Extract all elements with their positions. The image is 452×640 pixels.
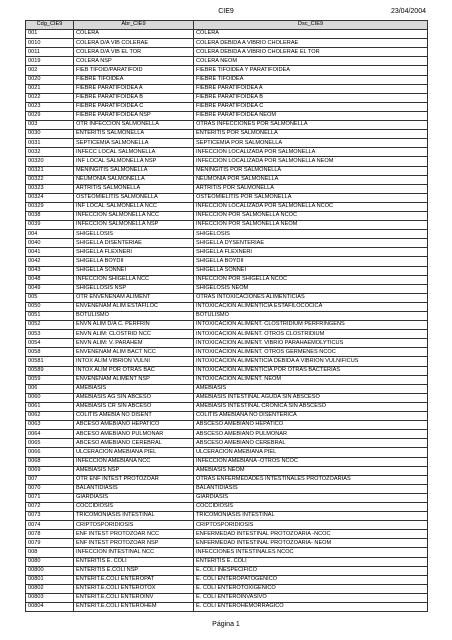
cell-code: 00329: [26, 202, 74, 211]
cell-abbreviation: ULCERACION AMEBIANA PIEL: [74, 448, 194, 457]
cell-description: ABSCESO AMEBIANO CEREBRAL: [194, 439, 428, 448]
cell-description: E. COLI INESPECIFICO: [194, 566, 428, 575]
cell-code: 0041: [26, 248, 74, 257]
cell-description: ENTERITIS E. COLI: [194, 557, 428, 566]
table-row: [26, 157, 428, 166]
cell-description: CRIPTOSPORIDIOSIS: [194, 521, 428, 530]
cell-code: 0071: [26, 493, 74, 502]
cell-code: 0048: [26, 275, 74, 284]
cell-code: 0064: [26, 430, 74, 439]
cell-description: FIEBRE PARATIFOIDEA C: [194, 102, 428, 111]
cell-abbreviation: ENTERITIS E. COLI: [74, 557, 194, 566]
cell-description: MENINGITIS POR SALMONELLA: [194, 166, 428, 175]
cell-abbreviation: ENVN ALIM: V. PARAHEM: [74, 339, 194, 348]
table-row: [26, 384, 428, 393]
cell-abbreviation: ENVENENAM ALIM BACT NCC: [74, 348, 194, 357]
cell-description: SHIGELOSIS: [194, 230, 428, 239]
cell-abbreviation: ENTERIT.E.COLI ENTEROINV: [74, 593, 194, 602]
table-row: [26, 502, 428, 511]
cell-code: 0040: [26, 239, 74, 248]
table-row: [26, 275, 428, 284]
cell-code: 00804: [26, 603, 74, 612]
cell-description: COLERA DEBIDA A VIBRIO CHOLERAE EL TOR: [194, 48, 428, 57]
page-number: Página 1: [212, 621, 240, 628]
table-row: [26, 175, 428, 184]
cell-code: 0022: [26, 93, 74, 102]
table-row: [26, 39, 428, 48]
table-row: [26, 484, 428, 493]
table-row: [26, 312, 428, 321]
cell-abbreviation: SHIGELLA BOYDII: [74, 257, 194, 266]
cell-code: 00321: [26, 166, 74, 175]
table-row: [26, 475, 428, 484]
table-row: [26, 539, 428, 548]
cell-abbreviation: ABCESO AMEBIANO CEREBRAL: [74, 439, 194, 448]
cell-description: INTOXICACION ALIMENT. OTROS CLOSTRIDIUM: [194, 330, 428, 339]
cell-description: COLERA: [194, 30, 428, 39]
cell-abbreviation: GIARDIASIS: [74, 493, 194, 502]
cell-abbreviation: OTR ENVENENAM ALIMENT: [74, 293, 194, 302]
cell-abbreviation: INTOX ALIM POR OTRAS BAC: [74, 366, 194, 375]
cell-code: 0060: [26, 393, 74, 402]
cell-abbreviation: INFECCION INTESTINAL NCC: [74, 548, 194, 557]
cell-code: 00802: [26, 584, 74, 593]
cell-abbreviation: FIEB TIFOID/PARATIFOID: [74, 66, 194, 75]
cell-abbreviation: COCCIDIOSIS: [74, 502, 194, 511]
cell-description: COLITIS AMEBIANA NO DISENTERICA: [194, 412, 428, 421]
cell-code: 0051: [26, 312, 74, 321]
cell-abbreviation: INTOX ALIM VIBRION VULNI: [74, 357, 194, 366]
column-header-description: Dsc_CIE9: [194, 21, 428, 30]
cell-abbreviation: SHIGELLA DISENTERIAE: [74, 239, 194, 248]
cell-code: 0072: [26, 502, 74, 511]
cell-description: COLERA NEOM: [194, 57, 428, 66]
cell-code: 006: [26, 384, 74, 393]
cell-abbreviation: ENVN ALIM: CLOSTRID NCC: [74, 330, 194, 339]
cell-code: 0010: [26, 39, 74, 48]
cell-description: E. COLI ENTEROINVASIVO: [194, 593, 428, 602]
table-row: [26, 48, 428, 57]
cell-description: OTRAS INFECCIONES POR SALMONELLA: [194, 121, 428, 130]
cell-description: INTOXICACION ALIMENTICIA ESTAFILOCOCICA: [194, 302, 428, 311]
table-row: [26, 466, 428, 475]
table-row: [26, 211, 428, 220]
cell-description: INFECCIONES INTESTINALES NCOC: [194, 548, 428, 557]
cell-description: COLERA DEBIDA A VIBRIO CHOLERAE: [194, 39, 428, 48]
cell-description: E. COLI ENTEROTOXIGENICO: [194, 584, 428, 593]
cell-code: 0038: [26, 211, 74, 220]
table-row: [26, 257, 428, 266]
table-row: [26, 30, 428, 39]
cell-abbreviation: ENF INTEST PROTOZOAR NSP: [74, 539, 194, 548]
table-row: [26, 603, 428, 612]
table-row: [26, 330, 428, 339]
cell-description: OTRAS ENFERMEDADES INTESTINALES PROTOZOARIAS: [194, 475, 428, 484]
table-row: [26, 439, 428, 448]
cell-description: OTRAS INTOXICACIONES ALIMENTICIAS: [194, 293, 428, 302]
cell-code: 0031: [26, 139, 74, 148]
table-row: [26, 57, 428, 66]
table-row: [26, 430, 428, 439]
cell-code: 0021: [26, 84, 74, 93]
table-row: [26, 302, 428, 311]
table-row: [26, 111, 428, 120]
table-row: [26, 266, 428, 275]
cell-abbreviation: ENTERITIS E.COLI NSP: [74, 566, 194, 575]
cell-description: INTOXICACION ALIMENT. NEOM: [194, 375, 428, 384]
table-row: [26, 166, 428, 175]
cell-code: 0066: [26, 448, 74, 457]
cell-code: 00324: [26, 193, 74, 202]
table-row: [26, 493, 428, 502]
cell-description: INTOXICACION ALIMENTICIA POR OTRAS BACTERIAS: [194, 366, 428, 375]
cell-description: SHIGELLA DYSENTERIAE: [194, 239, 428, 248]
table-row: [26, 557, 428, 566]
cell-code: 0058: [26, 348, 74, 357]
table-row: [26, 421, 428, 430]
cell-description: COCCIDIOSIS: [194, 502, 428, 511]
cell-code: 00323: [26, 184, 74, 193]
table-row: [26, 284, 428, 293]
table-row: [26, 121, 428, 130]
cell-code: 0042: [26, 257, 74, 266]
table-row: [26, 584, 428, 593]
cell-description: ENTERITIS POR SALMONELLA: [194, 130, 428, 139]
cell-code: 0023: [26, 102, 74, 111]
cell-abbreviation: INF LOCAL SALMONELLA NSP: [74, 157, 194, 166]
cell-description: INFECCION LOCALIZADA POR SALMONELLA NCOC: [194, 202, 428, 211]
table-row: [26, 530, 428, 539]
table-header-row: [26, 21, 428, 30]
cell-description: ABSCESO AMEBIANO PULMONAR: [194, 430, 428, 439]
cell-code: 0065: [26, 439, 74, 448]
cell-code: 0070: [26, 484, 74, 493]
cell-abbreviation: FIEBRE PARATIFOIDEA A: [74, 84, 194, 93]
cell-abbreviation: NEUMONIA SALMONELLA: [74, 175, 194, 184]
cell-code: 0020: [26, 75, 74, 84]
cell-description: INTOXICACION ALIMENT. CLOSTRIDIUM PERFRINGENS: [194, 321, 428, 330]
cell-code: 0078: [26, 530, 74, 539]
cell-code: 002: [26, 66, 74, 75]
cell-abbreviation: COLITIS AMEBIA NO DISENT: [74, 412, 194, 421]
table-row: [26, 293, 428, 302]
cell-code: 00800: [26, 566, 74, 575]
cell-abbreviation: ENTERIT.E.COLI ENTEROTOX: [74, 584, 194, 593]
cell-abbreviation: ABCESO AMEBIANO HEPATICO: [74, 421, 194, 430]
cell-code: 0032: [26, 148, 74, 157]
cell-code: 0043: [26, 266, 74, 275]
cell-description: ABSCESO AMEBIANO HEPATICO: [194, 421, 428, 430]
cell-description: INFECCION POR SALMONELLA NEOM: [194, 221, 428, 230]
table-row: [26, 84, 428, 93]
cell-code: 00801: [26, 575, 74, 584]
cell-description: SHIGELLA BOYDII: [194, 257, 428, 266]
cell-code: 00803: [26, 593, 74, 602]
cell-abbreviation: INFECCION SALMONELLA NCC: [74, 211, 194, 220]
cell-description: INTOXICACION ALIMENT. OTROS GERMENES NCOC: [194, 348, 428, 357]
table-row: [26, 239, 428, 248]
column-header-code: Cdg_CIE9: [26, 21, 74, 30]
table-row: [26, 139, 428, 148]
cell-description: FIEBRE TIFOIDEA: [194, 75, 428, 84]
cell-code: 00322: [26, 175, 74, 184]
cell-description: FIEBRE PARATIFOIDEA NEOM: [194, 111, 428, 120]
table-row: [26, 148, 428, 157]
cell-abbreviation: SHIGELLOSIS: [74, 230, 194, 239]
cell-description: INTOXICACION ALIMENT. VIBRIO PARAHAEMOLYTICUS: [194, 339, 428, 348]
table-row: [26, 548, 428, 557]
cell-code: 0069: [26, 466, 74, 475]
cell-code: 005: [26, 293, 74, 302]
table-row: [26, 357, 428, 366]
cell-description: ENFERMEDAD INTESTINAL PROTOZOARIA- NEOM: [194, 539, 428, 548]
table-row: [26, 348, 428, 357]
table-row: [26, 512, 428, 521]
cell-code: 003: [26, 121, 74, 130]
table-row: [26, 184, 428, 193]
cell-description: INFECCION AMEBIANA -OTROS NCOC: [194, 457, 428, 466]
cell-description: ULCERACION AMEBIANA PIEL: [194, 448, 428, 457]
cell-abbreviation: OTR INFECCION SALMONELLA: [74, 121, 194, 130]
cell-abbreviation: SHIGELLA FLEXNERI: [74, 248, 194, 257]
report-date: 23/04/2004: [390, 8, 426, 15]
cell-code: 0019: [26, 57, 74, 66]
cell-code: 0068: [26, 457, 74, 466]
cell-abbreviation: AMEBIASIS CR SIN ABCESO: [74, 402, 194, 411]
cell-abbreviation: ENVN ALIM D/A C. PERFRIN: [74, 321, 194, 330]
cell-abbreviation: INFECCION SALMONELLA NSP: [74, 221, 194, 230]
cell-description: INTOXICACION ALIMENTICIA DEBIDA A VIBRION VULNIFICUS: [194, 357, 428, 366]
cell-abbreviation: COLERA D/A VIB EL TOR: [74, 48, 194, 57]
cie9-table: [25, 20, 428, 612]
cell-code: 0073: [26, 512, 74, 521]
cell-abbreviation: ABCESO AMEBIANO PULMONAR: [74, 430, 194, 439]
cell-description: SEPTICEMIA POR SALMONELLA: [194, 139, 428, 148]
cell-description: BALANTIDIASIS: [194, 484, 428, 493]
table-row: [26, 221, 428, 230]
cell-code: 004: [26, 230, 74, 239]
cell-description: OSTEOMIELITIS POR SALMONELLA: [194, 193, 428, 202]
cell-description: FIEBRE TIFOIDEA Y PARATIFOIDEA: [194, 66, 428, 75]
cell-code: 0061: [26, 402, 74, 411]
cell-abbreviation: ENTERIT.E.COLI ENTEROHEM: [74, 603, 194, 612]
cell-code: 0029: [26, 111, 74, 120]
cell-abbreviation: AMEBIASIS: [74, 384, 194, 393]
cell-description: TRICOMONIASIS INTESTINAL: [194, 512, 428, 521]
cell-code: 007: [26, 475, 74, 484]
cell-code: 0053: [26, 330, 74, 339]
cell-abbreviation: ENTERIT.E.COLI ENTEROPAT: [74, 575, 194, 584]
cell-abbreviation: MENINGITIS SALMONELLA: [74, 166, 194, 175]
cell-code: 0050: [26, 302, 74, 311]
cell-description: FIEBRE PARATIFOIDEA A: [194, 84, 428, 93]
cell-description: SHIGELLA FLEXNERI: [194, 248, 428, 257]
cell-abbreviation: ENVENENAM ALIMENT NSP: [74, 375, 194, 384]
table-row: [26, 193, 428, 202]
table-row: [26, 375, 428, 384]
report-title: CIE9: [218, 8, 234, 15]
table-row: [26, 448, 428, 457]
cell-code: 0052: [26, 321, 74, 330]
table-row: [26, 402, 428, 411]
table-row: [26, 339, 428, 348]
cell-code: 0054: [26, 339, 74, 348]
cell-description: INFECCION LOCALIZADA POR SALMONELLA: [194, 148, 428, 157]
cell-description: NEUMONIA POR SALMONELLA: [194, 175, 428, 184]
table-row: [26, 75, 428, 84]
table-row: [26, 593, 428, 602]
cell-description: GIARDIASIS: [194, 493, 428, 502]
cell-abbreviation: COLERA D/A VIB COLERAE: [74, 39, 194, 48]
cell-code: 0074: [26, 521, 74, 530]
cell-abbreviation: ENTERITIS SALMONELLA: [74, 130, 194, 139]
cell-code: 0049: [26, 284, 74, 293]
cell-code: 0059: [26, 375, 74, 384]
cell-code: 00589: [26, 366, 74, 375]
table-row: [26, 230, 428, 239]
cell-code: 0080: [26, 557, 74, 566]
table-row: [26, 366, 428, 375]
cell-code: 0011: [26, 48, 74, 57]
table-row: [26, 202, 428, 211]
table-row: [26, 321, 428, 330]
table-row: [26, 457, 428, 466]
cell-description: AMEBIASIS INTESTINAL CRONICA SIN ABSCESO: [194, 402, 428, 411]
table-row: [26, 412, 428, 421]
cell-description: E. COLI ENTEROHEMORRAGICO: [194, 603, 428, 612]
table-row: [26, 130, 428, 139]
cell-description: INFECCION POR SHIGELLA NCOC: [194, 275, 428, 284]
cell-abbreviation: FIEBRE TIFOIDEA: [74, 75, 194, 84]
table-body: [26, 30, 428, 612]
cell-description: AMEBIASIS INTESTINAL AGUDA SIN ABSCESO: [194, 393, 428, 402]
cell-description: INFECCION POR SALMONELLA NCOC: [194, 211, 428, 220]
cell-abbreviation: SEPTICEMIA SALMONELLA: [74, 139, 194, 148]
cell-code: 0079: [26, 539, 74, 548]
table-row: [26, 93, 428, 102]
cell-code: 008: [26, 548, 74, 557]
cell-abbreviation: SHIGELLA SONNEI: [74, 266, 194, 275]
cell-abbreviation: BOTULISMO: [74, 312, 194, 321]
cell-description: ARTRITIS POR SALMONELLA: [194, 184, 428, 193]
cell-abbreviation: FIEBRE PARATIFOIDEA NSP: [74, 111, 194, 120]
cell-abbreviation: AMEBIASIS AG SIN ABCESO: [74, 393, 194, 402]
cell-description: FIEBRE PARATIFOIDEA B: [194, 93, 428, 102]
cell-abbreviation: OSTEOMIELITIS SALMONELLA: [74, 193, 194, 202]
cell-abbreviation: INF LOCAL SALMONELLA NCC: [74, 202, 194, 211]
table-row: [26, 521, 428, 530]
cell-abbreviation: INFECCION SHIGELLA NCC: [74, 275, 194, 284]
cell-abbreviation: CRIPTOSPORIDIOSIS: [74, 521, 194, 530]
cell-description: ENFERMEDAD INTESTINAL PROTOZOARIA -NCOC: [194, 530, 428, 539]
table-row: [26, 248, 428, 257]
cell-abbreviation: ARTRITIS SALMONELLA: [74, 184, 194, 193]
cell-code: 0039: [26, 221, 74, 230]
cell-description: BOTULISMO: [194, 312, 428, 321]
cell-abbreviation: SHIGELLOSIS NSP: [74, 284, 194, 293]
cell-abbreviation: FIEBRE PARATIFOIDEA B: [74, 93, 194, 102]
cell-abbreviation: AMEBIASIS NSP: [74, 466, 194, 475]
cell-code: 0063: [26, 421, 74, 430]
cell-abbreviation: COLERA NSP: [74, 57, 194, 66]
cell-description: AMEBIASIS: [194, 384, 428, 393]
column-header-abbreviation: Abr_CIE9: [74, 21, 194, 30]
cell-code: 001: [26, 30, 74, 39]
table-row: [26, 566, 428, 575]
cell-description: SHIGELLA SONNEI: [194, 266, 428, 275]
cell-description: SHIGELOSIS NEOM: [194, 284, 428, 293]
cell-abbreviation: BALANTIDIASIS: [74, 484, 194, 493]
cell-abbreviation: INFECCION AMEBIANA NCC: [74, 457, 194, 466]
cell-description: E. COLI ENTEROPATOGENICO: [194, 575, 428, 584]
cell-abbreviation: INFECC LOCAL SALMONELLA: [74, 148, 194, 157]
cell-code: 0062: [26, 412, 74, 421]
cell-abbreviation: COLERA: [74, 30, 194, 39]
cell-code: 00581: [26, 357, 74, 366]
cell-code: 00320: [26, 157, 74, 166]
cell-abbreviation: OTR ENF INTEST PROTOZOAR: [74, 475, 194, 484]
cell-code: 0030: [26, 130, 74, 139]
cell-description: INFECCION LOCALIZADA POR SALMONELLA NEOM: [194, 157, 428, 166]
table-row: [26, 66, 428, 75]
cell-abbreviation: TRICOMONIASIS INTESTINAL: [74, 512, 194, 521]
cell-abbreviation: FIEBRE PARATIFOIDEA C: [74, 102, 194, 111]
table-row: [26, 575, 428, 584]
table-row: [26, 393, 428, 402]
cell-abbreviation: ENF INTEST PROTOZOAR NCC: [74, 530, 194, 539]
table-row: [26, 102, 428, 111]
cell-description: AMEBIASIS NEOM: [194, 466, 428, 475]
cell-abbreviation: ENVENENAM ALIM ESTAFILOC: [74, 302, 194, 311]
